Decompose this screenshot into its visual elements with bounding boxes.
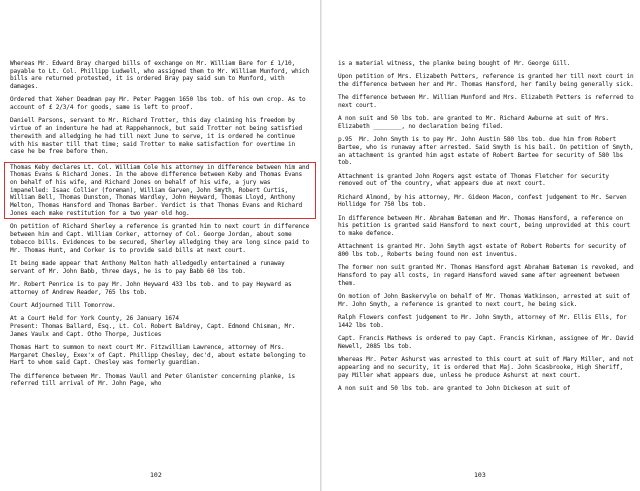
page-number: 102 (150, 471, 162, 479)
paragraph: The difference between Mr. Thomas Vaull and Peter Glanister concerning planke, is referred till arrival of Mr. John Page, who (10, 372, 299, 388)
paragraph: p.95 Mr. John Smyth is to pay Mr. John Austin 580 lbs tob. due him from Robert Bartee, who is runaway after arrested. Said Smyth is his bail. On petition of Smyth, an attachment is granted him agst estate of Robert Bartee for security of 580 lbs tob. (338, 136, 638, 167)
paragraph: A non suit and 50 lbs tob. are granted to John Dickeson at suit of (338, 384, 571, 392)
paragraph: Whereas Mr. Peter Ashurst was arrested to this court at suit of Mary Miller, and not appearing and no security, it is ordered that Maj. John Scasbrooke, High Sheriff, pay Miller what appears due, unless he produce Ashurst at next court. (338, 356, 638, 379)
paragraph: A non suit and 50 lbs tob. are granted to Mr. Richard Awburne at suit of Mrs. Elizabeth ________, no declaration being filed. (338, 115, 613, 130)
paragraph: Court Adjourned Till Tomorrow. (10, 301, 116, 309)
paragraph: Thomas Hart to summon to next court Mr. Fitzwilliam Lawrence, attorney of Mrs. Margaret Chesley, Exex'x of Capt. Phillipp Chesley, dec'd, about estate belonging to Hart to whom said Capt. Chesley was formerly guardian. (10, 343, 310, 367)
paragraph: Upon petition of Mrs. Elizabeth Petters, reference is granted her till next court in the difference between her and Mr. Thomas Hansford, her family being generally sick. (338, 73, 638, 88)
highlighted-paragraph: Thomas Keby declares Lt. Col. William Cole his attorney in difference between him and Thomas Evans & Richard Jones. In the above difference between Keby and Thomas Evans on behalf of his wife, and Richard Jones on behalf of his wife, a jury was impanelled: Isaac Collier (foreman), William Garven, John Smyth, Robert Curtis, William Bell, Thomas Dunston, Thomas Wardley, John Heyward, Thomas Lloyd, Anthony Melton, Thomas Hansford and Thomas Barber. Verdict is that Thomas Evans and Richard Jones each make restitution for a two year old hog. (10, 163, 313, 217)
paragraph: Attachment is granted Mr. John Smyth agst estate of Robert Roberts for security of 800 lbs tob., Roberts being found non est inventus. (338, 243, 631, 259)
paragraph: In difference between Mr. Abraham Bateman and Mr. Thomas Hansford, a reference on his petition is granted said Hansford to next court, being unprovided at this court to make defence. (338, 214, 634, 238)
highlighted-entry-box[interactable] (4, 162, 316, 220)
paragraph: It being made appear that Anthony Melton hath alledgedly entertained a runaway servant of Mr. John Babb, three days, he is to pay Babb 60 lbs tob. (10, 259, 288, 275)
paragraph: Richard Almond, by his attorney, Mr. Gideon Macon, confest judgement to Mr. Serven Hollidge for 750 lbs tob. (338, 193, 631, 209)
right-page (324, 0, 640, 491)
paragraph: is a material witness, the planke being bought of Mr. George Gill. (338, 60, 571, 67)
right-text-column (338, 60, 638, 398)
paragraph: At a Court Held for York County, 26 January 1674 Present: Thomas Ballard, Esq., Lt. Col. Robert Baldrey, Capt. Edmond Chisman, Mr. James Vaulx and Capt. Otho Thorpe, Justices (10, 315, 296, 338)
paragraph: Capt. Francis Mathews is ordered to pay Capt. Francis Kirkman, assignee of Mr. David Newell, 2085 lbs tob. (338, 335, 638, 350)
page-number: 103 (474, 471, 486, 479)
paragraph: The difference between Mr. William Munford and Mrs. Elizabeth Petters is referred to next court. (338, 94, 638, 109)
paragraph: On petition of Richard Sherley a reference is granted him to next court in difference between him and Capt. William Corker, attorney of Col. George Jordan, about some tobacco bills. Evidences to be secured, Sherley alledging they are long since paid to Mr. Thomas Hunt, and Corker is to provide said bills at next court. (10, 223, 313, 254)
paragraph: Mr. Robert Penrice is to pay Mr. John Heyward 433 lbs tob. and to pay Heyward as attorney of Andrew Reader, 765 lbs tob. (10, 280, 296, 296)
paragraph: The former non suit granted Mr. Thomas Hansford agst Abraham Bateman is revoked, and Hansford to pay all costs, in regard Hansford waved same after agreement between them. (338, 264, 638, 287)
paragraph: Whereas Mr. Edward Bray charged bills of exchange on Mr. William Bare for £ 1/10, payable to Lt. Col. Phillipp Ludwell, who assigned them to Mr. William Munford, which bills are returned protested, it is ordered Bray pay said sum to Munford, with damages. (10, 60, 313, 91)
paragraph: Daniell Parsons, servant to Mr. Richard Trotter, this day claiming his freedom by virtue of an indenture he had at Rappehannock, but said Trotter not being satisfied therewith and alledging he had till next June to serve, it is ordered he continue with his master till that time; said Trotter to make satisfaction for overtime in case he be free before then. (10, 117, 306, 156)
paragraph: Ralph Flowers confest judgement to Mr. John Smyth, attorney of Mr. Ellis Ells, for 1442 lbs tob. (338, 314, 631, 329)
left-text-column (10, 60, 313, 394)
paragraph: On motion of John Baskervyle on behalf of Mr. Thomas Watkinson, arrested at suit of Mr. John Smyth, a reference is granted to next court, he being sick. (338, 293, 634, 308)
paragraph: Ordered that Xeher Deadman pay Mr. Peter Paggen 1650 lbs tob. of his own crop. As to account of £ 2/3/4 for goods, same is left to proof. (10, 96, 310, 112)
paragraph: Attachment is granted John Rogers agst estate of Thomas Fletcher for security removed out of the country, what appears due at next court. (338, 172, 613, 188)
book-gutter (320, 0, 322, 491)
